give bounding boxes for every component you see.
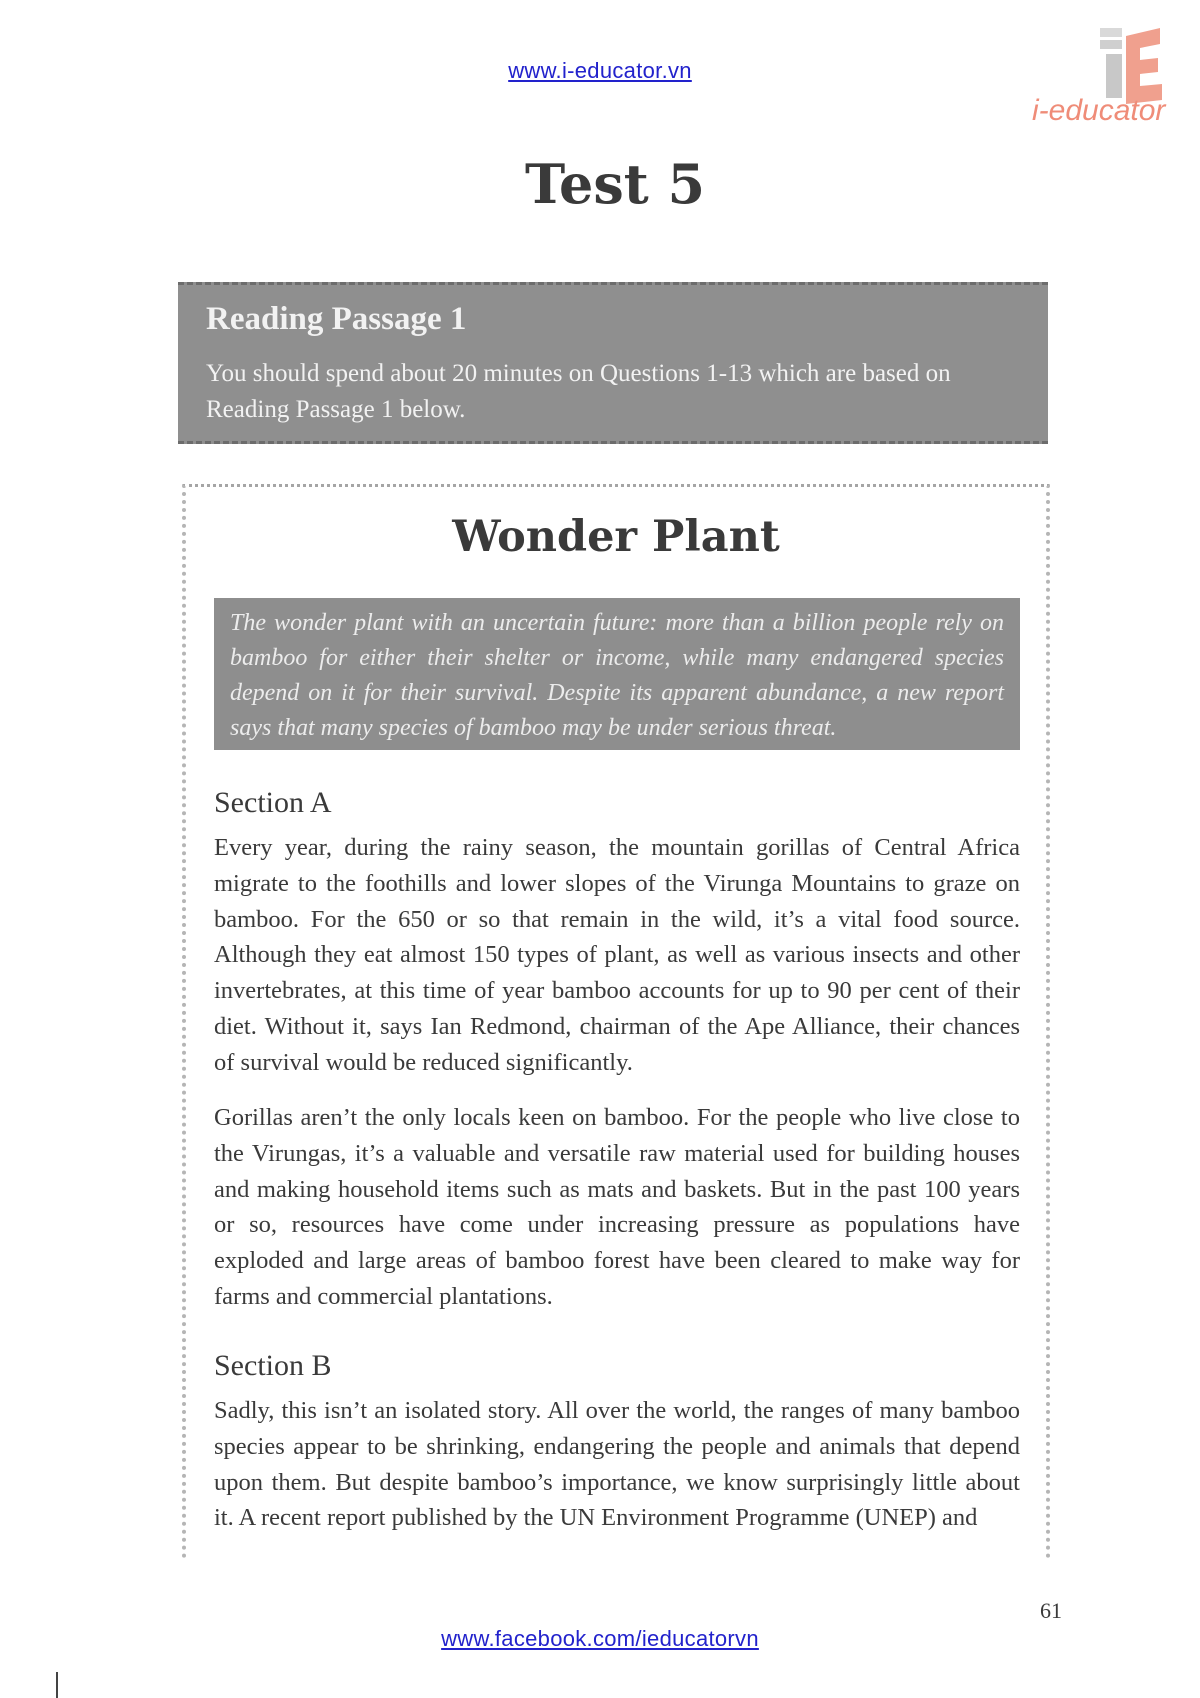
section-a-paragraph-1: Every year, during the rainy season, the mountain gorillas of Central Africa migrate to the foothills and lower slopes of the Virunga Mountains to graze on bamboo. For the 650 or so that remain in the wild, it’s a vital food source. Although they eat almost 150 types of plant, as well as various insects and other invertebrates, at this time of year bamboo accounts for up to 90 per cent of their diet. Without it, says Ian Redmond, chairman of the Ape Alliance, their chances of survival would be reduced significantly. <box>214 834 1020 1076</box>
page-title: Test 5 <box>524 152 706 216</box>
section-a-paragraph-2: Gorillas aren’t the only locals keen on bamboo. For the people who live close to the Virungas, it’s a valuable and versatile raw material used for building houses and making household items such as mats and baskets. But in the past 100 years or so, resources have come under increasing pressure as populations have exploded and large areas of bamboo forest have been cleared to make way for farms and commercial plantations. <box>214 1104 1020 1310</box>
instruction-box <box>178 282 1048 444</box>
section-b-paragraph-1: Sadly, this isn’t an isolated story. All over the world, the ranges of many bamboo species appear to be shrinking, endangering the people and animals that depend upon them. But despite bamboo’s importance, we know surprisingly little about it. A recent report published by the UN Environment Programme (UNEP) and <box>214 1397 1020 1532</box>
section-a-heading: Section A <box>214 786 332 819</box>
passage-intro: The wonder plant with an uncertain future: more than a billion people rely on bamboo for either their shelter or income, while many endangered species depend on it for their survival. Despite its apparent abundance, a new report says that many species of bamboo may be under serious threat. <box>214 598 1020 750</box>
facebook-link[interactable]: www.facebook.com/ieducatorvn <box>441 1626 759 1651</box>
scan-artifact <box>56 1672 58 1698</box>
instruction-text: You should spend about 20 minutes on Questions 1-13 which are based on Reading Passage 1 below. <box>206 360 951 423</box>
passage-title: Wonder Plant <box>452 512 780 562</box>
instruction-heading: Reading Passage 1 <box>206 301 467 337</box>
logo-text: i-educator <box>1032 94 1166 127</box>
website-link[interactable]: www.i-educator.vn <box>508 58 692 83</box>
page-number: 61 <box>1040 1598 1062 1623</box>
section-b-heading: Section B <box>214 1349 332 1382</box>
